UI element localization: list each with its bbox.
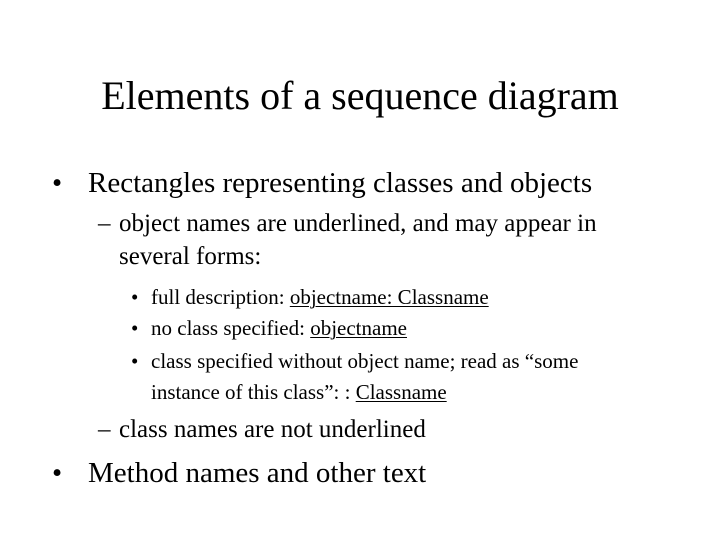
form-item-full-description (131, 281, 489, 314)
form-label-line1: class specified without object name; read as “some (151, 349, 579, 373)
form-label: no class specified: (151, 316, 311, 340)
bullet-marker: • (52, 167, 63, 199)
sub-bullet-object-names-cont (119, 240, 261, 273)
form-example-underlined: Classname (355, 380, 447, 404)
bullet-text: Method names and other text (88, 457, 427, 489)
form-label-line2: instance of this class”: : (151, 380, 356, 404)
sub-bullet-object-names (98, 207, 597, 240)
sub-bullet-text-line1: object names are underlined, and may appear in (119, 210, 597, 237)
bullet-method-names (52, 455, 426, 491)
bullet-marker: • (52, 457, 63, 489)
form-example-underlined: objectname (310, 316, 407, 340)
bullet-text: Rectangles representing classes and objects (88, 167, 593, 199)
form-item-class-only (131, 345, 578, 378)
bullet-marker: • (131, 349, 139, 373)
slide-title: Elements of a sequence diagram (101, 73, 619, 118)
dash-marker: – (98, 416, 111, 443)
sub-bullet-text: class names are not underlined (119, 416, 426, 443)
bullet-marker: • (131, 285, 139, 309)
form-item-class-only-cont (151, 376, 447, 409)
dash-marker: – (98, 210, 111, 237)
bullet-marker: • (131, 316, 139, 340)
form-example-underlined: objectname: Classname (289, 285, 489, 309)
sub-bullet-text-line2: several forms: (119, 243, 262, 270)
form-label: full description: (151, 285, 290, 309)
sub-bullet-class-names (98, 413, 426, 446)
form-item-no-class (131, 312, 407, 345)
bullet-rectangles (52, 165, 592, 201)
